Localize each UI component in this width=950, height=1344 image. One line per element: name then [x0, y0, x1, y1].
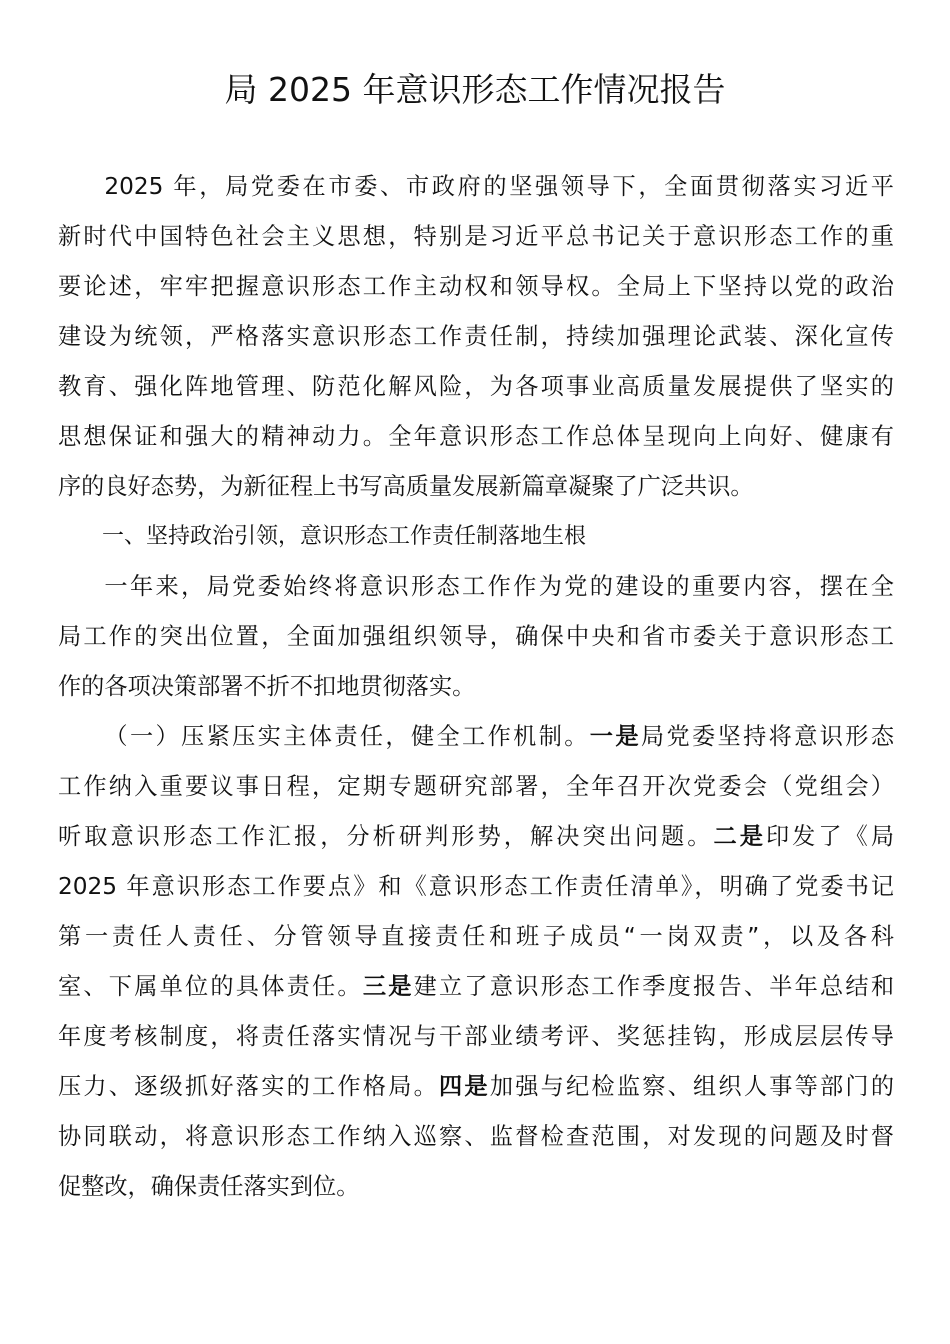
section-intro-paragraph: [58, 562, 894, 712]
text-line: [58, 1062, 894, 1112]
text-run: 工作纳入重要议事日程，定期专题研究部署，全年召开次党委会（党组会）: [58, 773, 894, 800]
text-run: 听取意识形态工作汇报，分析研判形势，解决突出问题。: [58, 823, 714, 850]
intro-paragraph: [58, 162, 894, 512]
text-line: [58, 1162, 894, 1212]
bold-marker: 一是: [589, 723, 641, 750]
text-run: 压力、逐级抓好落实的工作格局。: [58, 1073, 440, 1100]
text-line: 2025 年，局党委在市委、市政府的坚强领导下，全面贯彻落实习近平: [104, 173, 894, 200]
text-line: [58, 1012, 894, 1062]
text-run: 室、下属单位的具体责任。: [58, 973, 363, 1000]
text-line: 作的各项决策部署不折不扣地贯彻落实。: [58, 673, 476, 700]
text-line: 建设为统领，严格落实意识形态工作责任制，持续加强理论武装、深化宣传: [58, 323, 894, 350]
text-line: [58, 812, 894, 862]
text-line: [58, 912, 894, 962]
bold-marker: 二是: [713, 823, 766, 850]
text-line: [58, 762, 894, 812]
text-run: 年度考核制度，将责任落实情况与干部业绩考评、奖惩挂钩，形成层层传导: [58, 1023, 894, 1050]
text-line: [58, 962, 894, 1012]
section-heading: 一、坚持政治引领，意识形态工作责任制落地生根: [102, 524, 587, 549]
text-run: （一）压紧压实主体责任，健全工作机制。: [104, 723, 590, 750]
text-run: 加强与纪检监察、组织人事等部门的: [489, 1073, 895, 1100]
text-line: 新时代中国特色社会主义思想，特别是习近平总书记关于意识形态工作的重: [58, 223, 894, 250]
bold-marker: 四是: [439, 1073, 490, 1100]
text-line: [58, 712, 894, 762]
text-run: 局党委坚持将意识形态: [640, 723, 895, 750]
text-run: 促整改，确保责任落实到位。: [58, 1173, 360, 1200]
text-line: [58, 862, 894, 912]
document-body: [58, 162, 894, 1212]
text-run: 第一责任人责任、分管领导直接责任和班子成员“一岗双责”，以及各科: [58, 923, 894, 950]
text-line: 思想保证和强大的精神动力。全年意识形态工作总体呈现向上向好、健康有: [58, 423, 894, 450]
text-line: 局工作的突出位置，全面加强组织领导，确保中央和省市委关于意识形态工: [58, 623, 894, 650]
text-run: 2025 年意识形态工作要点》和《意识形态工作责任清单》，明确了党委书记: [58, 873, 894, 900]
bold-marker: 三是: [362, 973, 414, 1000]
text-line: 要论述，牢牢把握意识形态工作主动权和领导权。全局上下坚持以党的政治: [58, 273, 894, 300]
subsection-paragraph: [58, 712, 894, 1212]
text-run: 印发了《局: [765, 823, 895, 850]
text-run: 协同联动，将意识形态工作纳入巡察、监督检查范围，对发现的问题及时督: [58, 1123, 894, 1150]
text-line: 序的良好态势，为新征程上书写高质量发展新篇章凝聚了广泛共识。: [58, 473, 754, 500]
text-run: 建立了意识形态工作季度报告、半年总结和: [413, 973, 895, 1000]
document-title: 局 2025 年意识形态工作情况报告: [224, 70, 726, 109]
text-line: 一年来，局党委始终将意识形态工作作为党的建设的重要内容，摆在全: [104, 573, 894, 600]
text-line: [58, 1112, 894, 1162]
text-line: 教育、强化阵地管理、防范化解风险，为各项事业高质量发展提供了坚实的: [58, 373, 894, 400]
